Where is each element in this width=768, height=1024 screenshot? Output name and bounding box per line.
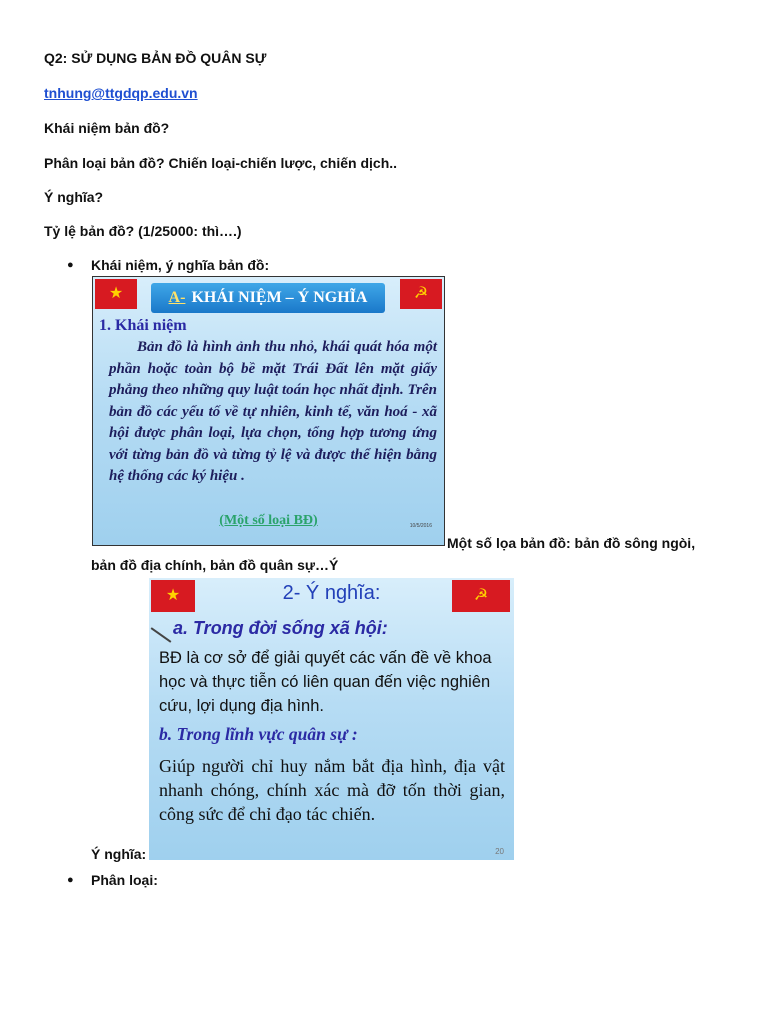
slide-meaning-social-text: BĐ là cơ sở để giải quyết các vấn đề về khoa học và thực tiễn có liên quan đến việc nghiên cứu, lợi dụng địa hình. — [159, 649, 492, 715]
bullet-dot: ● — [67, 874, 74, 886]
slide-meaning-title: 2- Ý nghĩa: — [282, 582, 381, 604]
email-link[interactable]: tnhung@ttgdqp.edu.vn — [44, 85, 198, 101]
bullet-classification: Phân loại: — [91, 872, 158, 888]
slide-concept-section: 1. Khái niệm — [99, 317, 187, 334]
bullet-dot: ● — [67, 259, 74, 271]
bullet-concept-meaning: Khái niệm, ý nghĩa bản đồ: — [91, 257, 270, 273]
hammer-sickle-icon: ☭ — [473, 587, 489, 604]
slide-meaning-military-text: Giúp người chỉ huy nắm bắt địa hình, địa vật nhanh chóng, chính xác mà đỡ tốn thời gian, công sức để chỉ đạo tác chiến. — [159, 756, 505, 824]
map-types-continuation: bản đồ địa chính, bản đồ quân sự…Ý — [91, 557, 339, 573]
document-heading: Q2: SỬ DỤNG BẢN ĐỒ QUÂN SỰ — [44, 50, 267, 66]
slide-concept-title-prefix: A- — [168, 289, 186, 306]
question-concept: Khái niệm bản đồ? — [44, 120, 170, 136]
slide-concept-title — [151, 283, 385, 313]
slide-meaning — [149, 578, 514, 860]
map-types-line: Một số lọa bản đồ: bản đồ sông ngòi, — [447, 535, 696, 551]
question-classification: Phân loại bản đồ? Chiến loại-chiến lược, chiến dịch.. — [44, 155, 398, 171]
pointer-decoration — [151, 627, 172, 642]
question-scale: Tỷ lệ bản đồ? (1/25000: thì….) — [44, 223, 242, 239]
slide-concept-title-text: KHÁI NIỆM – Ý NGHĨA — [191, 289, 368, 306]
star-icon: ★ — [108, 285, 124, 302]
slide-meaning-military-heading: b. Trong lĩnh vực quân sự : — [159, 724, 358, 744]
slide-concept — [92, 276, 445, 546]
slide-page-number: 20 — [495, 847, 504, 856]
star-icon: ★ — [165, 587, 181, 604]
meaning-label: Ý nghĩa: — [91, 846, 147, 862]
slide-meaning-social-heading: a. Trong đời sống xã hội: — [173, 618, 388, 638]
flag-party — [400, 279, 442, 309]
slide-concept-date: 10/5/2016 — [409, 523, 432, 529]
flag-vietnam — [95, 279, 137, 309]
hammer-sickle-icon: ☭ — [413, 285, 429, 302]
slide-concept-body: Bản đồ là hình ảnh thu nhỏ, khái quát hóa một phần hoặc toàn bộ bề mặt Trái Đất lên mặt giấy phẳng theo những quy luật toán học nhất định. Trên bản đồ các yếu tố về tự nhiên, kinh tế, văn hoá - xã hội được phân loại, lựa chọn, tổng hợp tương ứng với từng bản đồ và từng tỷ lệ và được thể hiện bằng hệ thống các ký hiệu . — [109, 339, 437, 484]
question-meaning: Ý nghĩa? — [44, 189, 104, 205]
slide-concept-footer: (Một số loại BĐ) — [219, 513, 318, 528]
